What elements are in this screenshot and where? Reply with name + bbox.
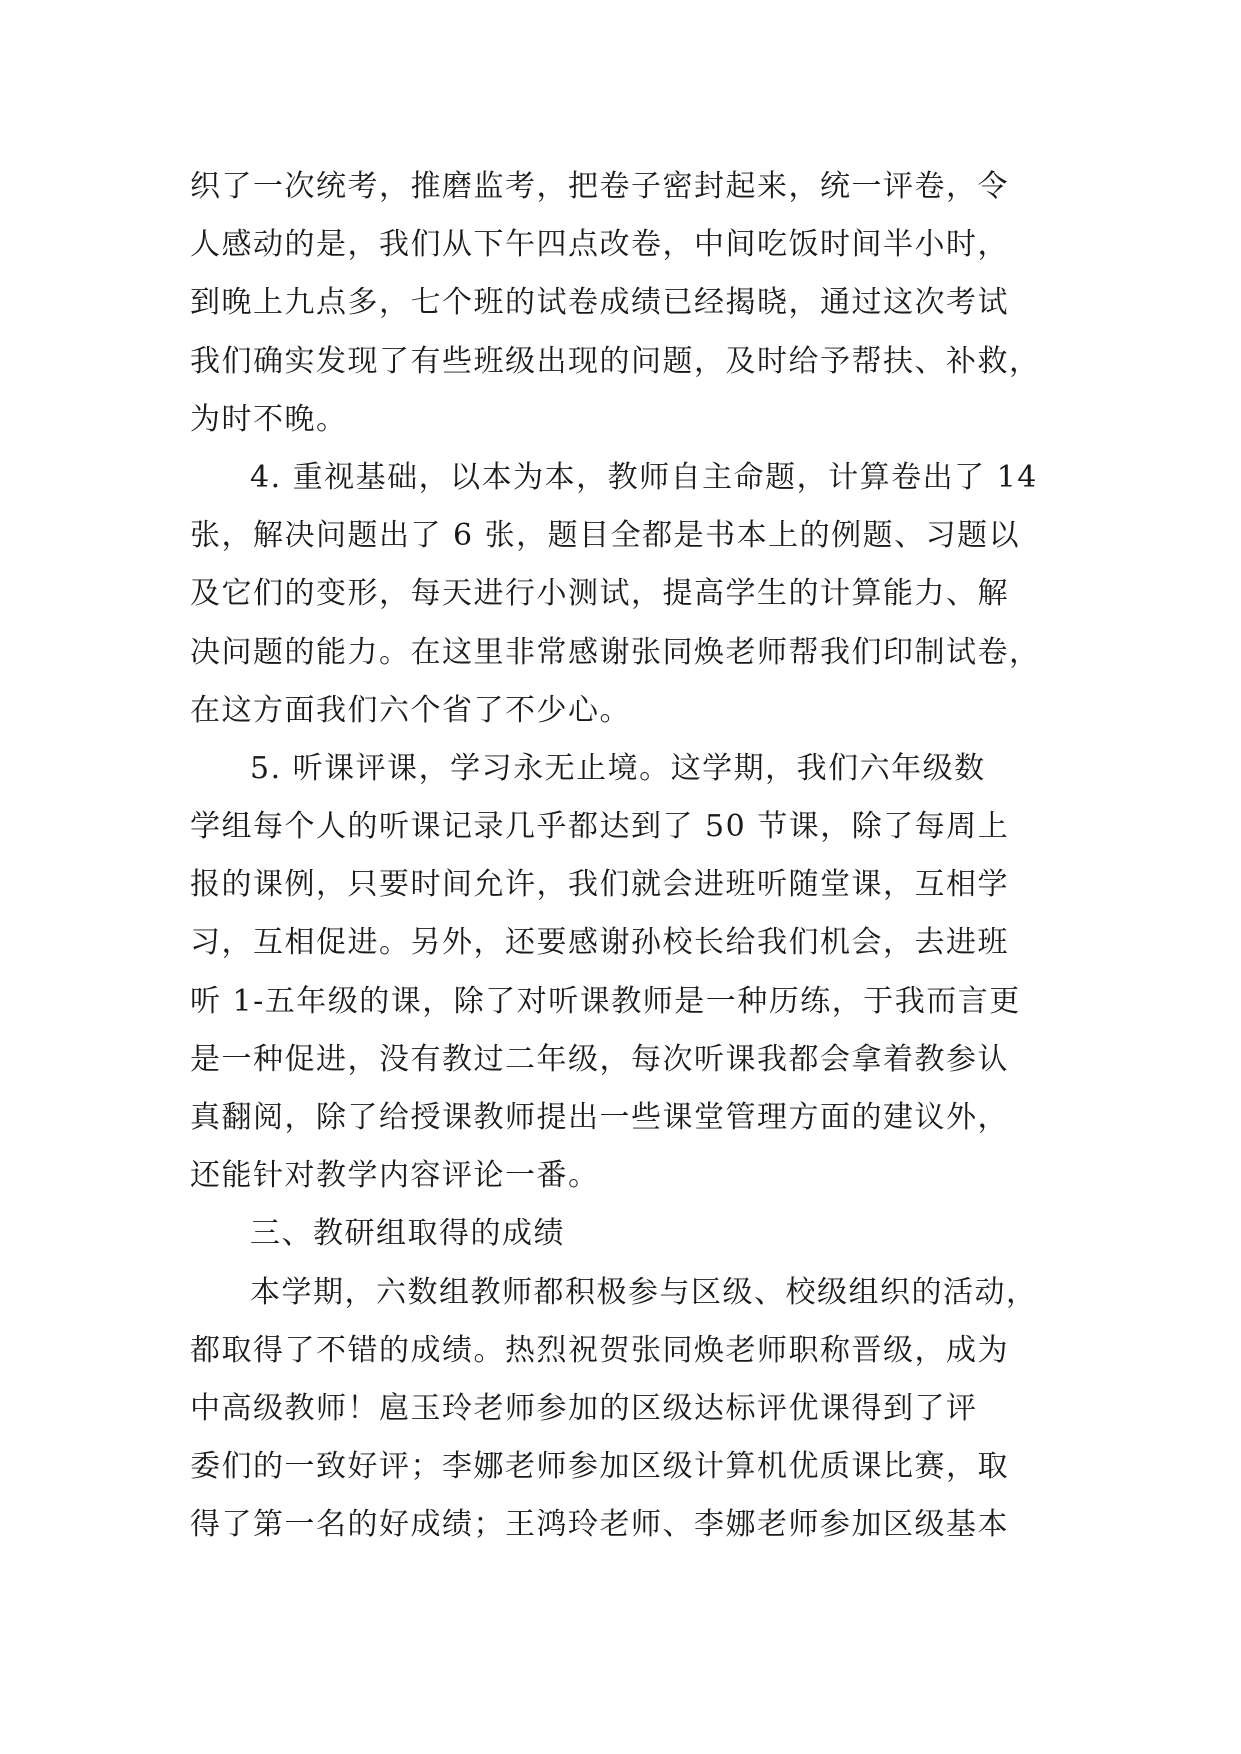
text-line: 习，互相促进。另外，还要感谢孙校长给我们机会，去进班: [190, 925, 1009, 961]
text-line: 在这方面我们六个省了不少心。: [190, 692, 631, 728]
text-line: 决问题的能力。在这里非常感谢张同焕老师帮我们印制试卷，: [190, 634, 1041, 670]
text-line: 4. 重视基础，以本为本，教师自主命题，计算卷出了 14: [250, 459, 1038, 495]
text-line: 到晚上九点多，七个班的试卷成绩已经揭晓，通过这次考试: [190, 285, 1009, 321]
text-line: 为时不晚。: [190, 401, 348, 437]
body-text: [190, 158, 1070, 1555]
text-line: 三、教研组取得的成绩: [250, 1216, 565, 1252]
text-line: 人感动的是，我们从下午四点改卷，中间吃饭时间半小时，: [190, 227, 1009, 263]
text-line: 还能针对教学内容评论一番。: [190, 1158, 600, 1194]
text-line: 织了一次统考，推磨监考，把卷子密封起来，统一评卷，令: [190, 169, 1009, 204]
text-line: 张，解决问题出了 6 张，题目全都是书本上的例题、习题以: [190, 518, 1021, 554]
text-line: 委们的一致好评；李娜老师参加区级计算机优质课比赛，取: [190, 1449, 1009, 1485]
text-line: 我们确实发现了有些班级出现的问题，及时给予帮扶、补救，: [190, 343, 1041, 379]
text-line: 本学期，六数组教师都积极参与区级、校级组织的活动，: [250, 1274, 1038, 1310]
text-line: 都取得了不错的成绩。热烈祝贺张同焕老师职称晋级，成为: [190, 1332, 1009, 1368]
text-line: 5. 听课评课，学习永无止境。这学期，我们六年级数: [250, 750, 986, 786]
text-line: 学组每个人的听课记录几乎都达到了 50 节课，除了每周上: [190, 809, 1010, 845]
text-line: 报的课例，只要时间允许，我们就会进班听随堂课，互相学: [190, 867, 1009, 903]
text-line: 听 1-五年级的课，除了对听课教师是一种历练，于我而言更: [190, 983, 1021, 1019]
text-line: 得了第一名的好成绩；王鸿玲老师、李娜老师参加区级基本: [190, 1507, 1009, 1543]
text-line: 及它们的变形，每天进行小测试，提高学生的计算能力、解: [190, 576, 1009, 612]
text-line: 真翻阅，除了给授课教师提出一些课堂管理方面的建议外，: [190, 1100, 1009, 1135]
text-line: 是一种促进，没有教过二年级，每次听课我都会拿着教参认: [190, 1041, 1009, 1077]
text-line: 中高级教师！扈玉玲老师参加的区级达标评优课得到了评: [190, 1390, 978, 1426]
